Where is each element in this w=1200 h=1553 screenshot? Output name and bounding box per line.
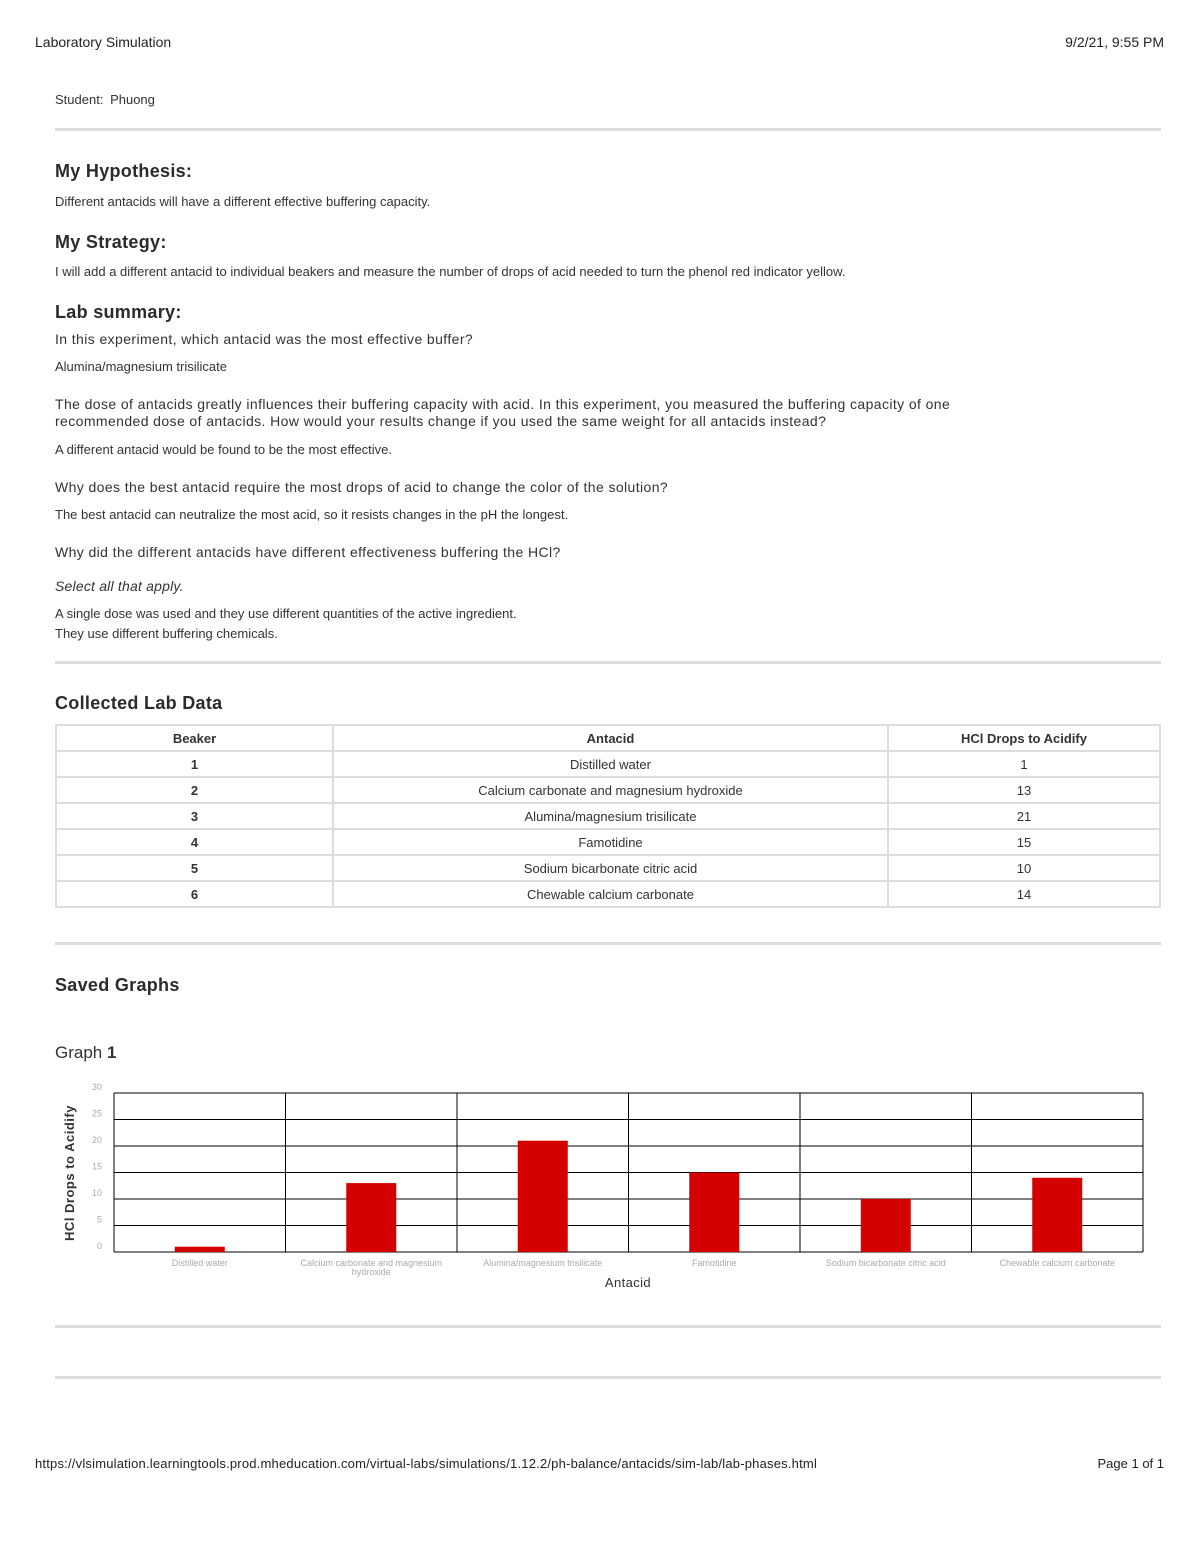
table-row (56, 777, 1160, 803)
beaker-cell: 5 (56, 855, 333, 881)
question-1: In this experiment, which antacid was the most effective buffer? (55, 331, 474, 347)
bar (175, 1247, 225, 1252)
y-tick-label: 5 (96, 1214, 102, 1225)
question-2-line-1: The dose of antacids greatly influences their buffering capacity with acid. In this experiment, you measured the buffering capacity of one (55, 396, 951, 412)
divider (55, 942, 1161, 945)
graph-number: 1 (106, 1043, 117, 1062)
student-label: Student: (55, 92, 104, 107)
x-axis-label: Antacid (604, 1275, 652, 1290)
drops-cell: 14 (888, 881, 1160, 907)
beaker-cell: 2 (56, 777, 333, 803)
answer-4-line-1: A single dose was used and they use different quantities of the active ingredient. (55, 606, 517, 621)
x-tick-label: Distilled water (171, 1258, 228, 1268)
y-tick-label: 0 (96, 1241, 102, 1251)
antacid-cell: Distilled water (333, 751, 888, 777)
beaker-cell: 4 (56, 829, 333, 855)
divider (55, 661, 1161, 664)
lab-data-table (55, 724, 1161, 908)
bar (689, 1173, 739, 1253)
page-number: Page 1 of 1 (1097, 1456, 1164, 1471)
table-row (56, 751, 1160, 777)
antacid-cell: Sodium bicarbonate citric acid (333, 855, 888, 881)
antacid-cell: Chewable calcium carbonate (333, 881, 888, 907)
lab-summary-heading: Lab summary: (55, 302, 182, 322)
divider (55, 128, 1161, 131)
footer-url: https://vlsimulation.learningtools.prod.mheducation.com/virtual-labs/simulations/1.12.2/ph-balance/antacids/sim-lab/lab-phases.html (35, 1456, 818, 1471)
column-header-beaker: Beaker (56, 725, 333, 751)
student-name: Phuong (110, 92, 155, 107)
y-axis-label: HCl Drops to Acidify (62, 1105, 77, 1241)
y-tick-label: 10 (91, 1188, 102, 1198)
answer-2: A different antacid would be found to be the most effective. (55, 442, 393, 457)
column-header-antacid: Antacid (333, 725, 888, 751)
x-tick-label: Calcium carbonate and magnesium (300, 1258, 443, 1268)
graph-title (55, 1043, 116, 1063)
print-datetime: 9/2/21, 9:55 PM (1065, 34, 1164, 50)
hypothesis-text: Different antacids will have a different effective buffering capacity. (55, 194, 431, 209)
drops-cell: 13 (888, 777, 1160, 803)
drops-cell: 15 (888, 829, 1160, 855)
x-tick-label: hydroxide (351, 1267, 391, 1277)
table-row (56, 855, 1160, 881)
answer-4-line-2: They use different buffering chemicals. (55, 626, 278, 641)
drops-cell: 1 (888, 751, 1160, 777)
x-tick-label: Chewable calcium carbonate (999, 1258, 1116, 1268)
bar (861, 1199, 911, 1252)
bar (518, 1141, 568, 1252)
hypothesis-heading: My Hypothesis: (55, 161, 193, 181)
lab-data-heading: Collected Lab Data (55, 693, 223, 713)
beaker-cell: 6 (56, 881, 333, 907)
bar (1032, 1178, 1082, 1252)
antacid-cell: Famotidine (333, 829, 888, 855)
y-tick-label: 25 (91, 1108, 102, 1119)
y-tick-label: 20 (91, 1135, 102, 1145)
y-tick-label: 15 (91, 1161, 102, 1172)
x-tick-label: Alumina/magnesium trisilicate (483, 1258, 603, 1268)
x-tick-label: Sodium bicarbonate citric acid (825, 1258, 946, 1268)
answer-1: Alumina/magnesium trisilicate (55, 359, 227, 374)
y-tick-label: 30 (91, 1082, 102, 1092)
beaker-cell: 1 (56, 751, 333, 777)
student-line (55, 92, 155, 107)
drops-cell: 21 (888, 803, 1160, 829)
bar (346, 1183, 396, 1252)
table-row (56, 803, 1160, 829)
document-title: Laboratory Simulation (35, 34, 172, 50)
strategy-text: I will add a different antacid to individual beakers and measure the number of drops of acid needed to turn the phenol red indicator yellow. (55, 264, 846, 279)
divider (55, 1325, 1161, 1328)
table-row (56, 881, 1160, 907)
table-header-row (56, 725, 1160, 751)
strategy-heading: My Strategy: (55, 232, 167, 252)
drops-cell: 10 (888, 855, 1160, 881)
question-4: Why did the different antacids have different effectiveness buffering the HCl? (55, 544, 561, 560)
answer-3: The best antacid can neutralize the most acid, so it resists changes in the pH the longest. (55, 507, 569, 522)
column-header-drops: HCl Drops to Acidify (888, 725, 1160, 751)
divider (55, 1376, 1161, 1379)
saved-graphs-heading: Saved Graphs (55, 975, 180, 995)
x-tick-label: Famotidine (691, 1258, 737, 1268)
antacid-cell: Alumina/magnesium trisilicate (333, 803, 888, 829)
beaker-cell: 3 (56, 803, 333, 829)
question-2-line-2: recommended dose of antacids. How would your results change if you used the same weight for all antacids instead? (55, 413, 827, 429)
table-row (56, 829, 1160, 855)
question-4-hint: Select all that apply. (55, 578, 184, 594)
y-axis-ticks (92, 1082, 102, 1251)
graph-label: Graph (55, 1043, 103, 1062)
bar-chart (0, 1070, 1200, 1300)
antacid-cell: Calcium carbonate and magnesium hydroxide (333, 777, 888, 803)
question-3: Why does the best antacid require the most drops of acid to change the color of the solution? (55, 479, 669, 495)
chart-grid (114, 1093, 1143, 1252)
